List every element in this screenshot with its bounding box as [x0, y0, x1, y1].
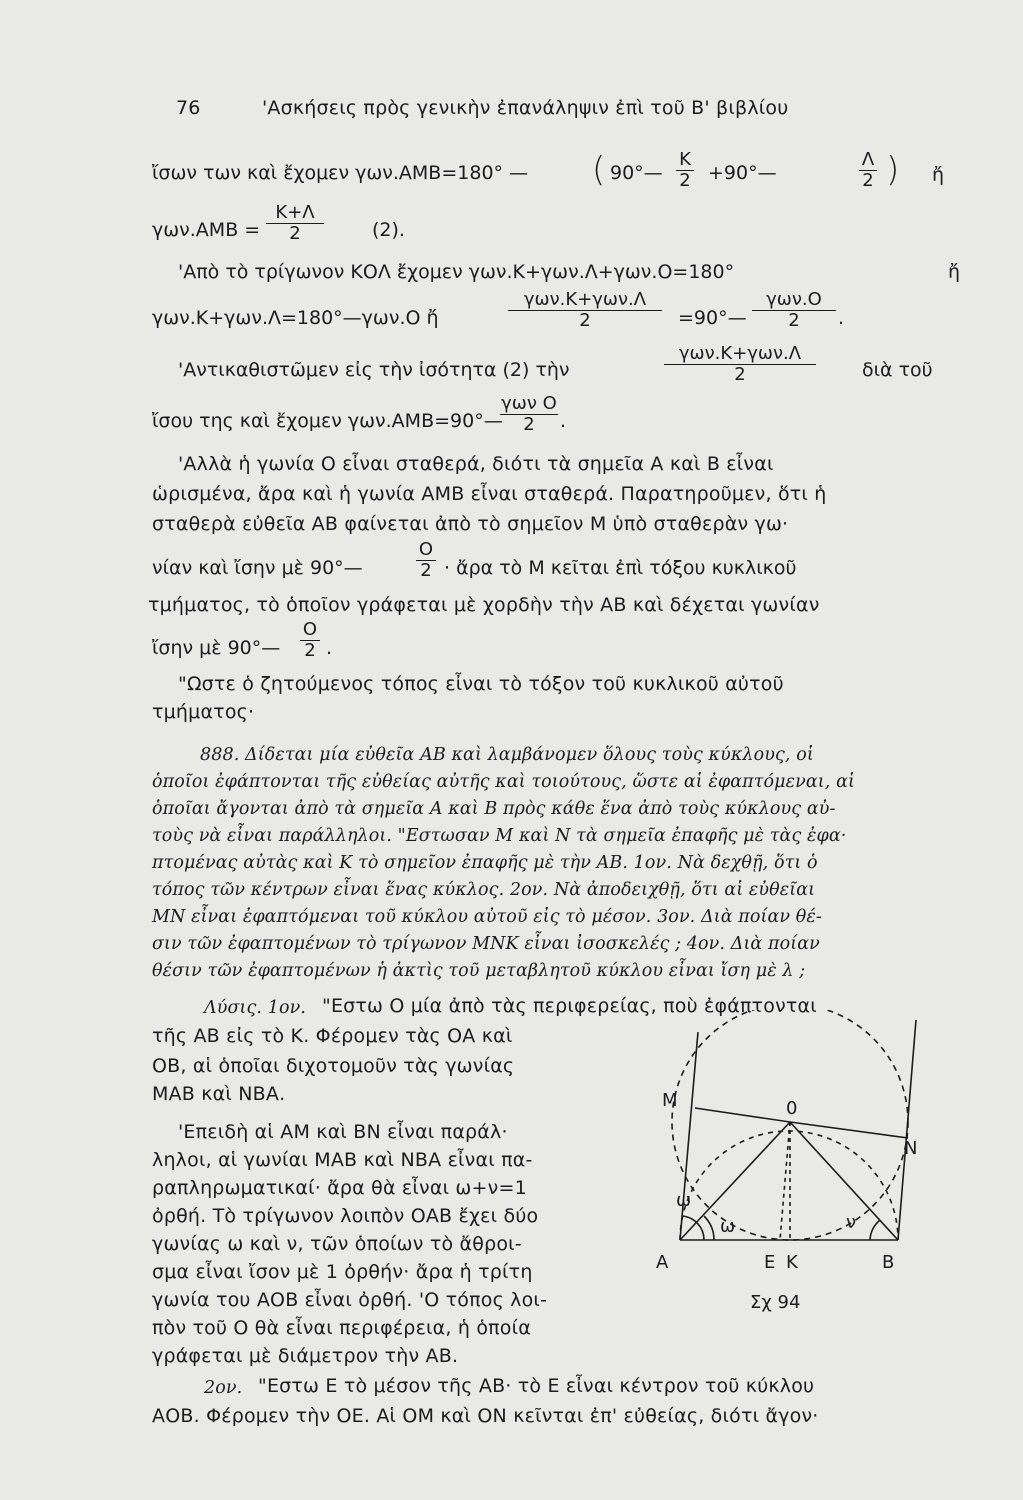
exercise-line-3: ὁποῖαι ἄγονται ἀπὸ τὰ σημεῖα Α καὶ Β πρὸς κάθε ἕνα ἀπὸ τοὺς κύκλους αὐ- — [152, 799, 836, 819]
formula-line-2: γων.ΑΜΒ = — [152, 219, 261, 241]
exercise-line-8: σιν τῶν ἐφαπτομένων τὸ τρίγωνον ΜΝΚ εἶναι ἰσοσκελές ; 4ον. Διὰ ποίαν — [152, 934, 820, 954]
label-omega-2: ω — [720, 1216, 736, 1237]
formula-period: . — [838, 307, 845, 329]
numerator: Κ+Λ — [275, 202, 315, 223]
numerator: Ο — [302, 619, 318, 640]
formula-line-4: γων.Κ+γων.Λ=180°—γων.Ο ἤ — [152, 307, 439, 329]
label-N: Ν — [904, 1138, 918, 1159]
solution-line-2: τῆς ΑΒ εἰς τὸ Κ. Φέρομεν τὰς ΟΑ καὶ — [152, 1025, 513, 1047]
body-line-4a: νίαν καὶ ἴσην μὲ 90°— — [152, 557, 363, 579]
body-line-2: ὡρισμένα, ἄρα καὶ ἡ γωνία ΑΜΒ εἶναι σταθερά. Παρατηροῦμεν, ὅτι ἡ — [152, 483, 827, 505]
body-line-3: σταθερὰ εὐθεῖα ΑΒ φαίνεται ἀπὸ τὸ σημεῖον Μ ὑπὸ σταθερὰν γω· — [152, 513, 789, 535]
solution-line-7: ραπληρωματικαί· ἄρα θὰ εἶναι ω+ν=1 — [152, 1177, 527, 1199]
semicircle-AB — [680, 1131, 898, 1240]
formula-90: 90°— — [610, 162, 663, 184]
segment-OE — [780, 1122, 790, 1240]
fraction-k-plus-l — [266, 203, 324, 244]
numerator: γων.Ο — [766, 289, 822, 310]
denominator: 2 — [752, 310, 836, 331]
fraction-o-half-2 — [296, 620, 324, 661]
formula-plus90: +90°— — [708, 162, 777, 184]
exercise-line-9: θέσιν τῶν ἐφαπτομένων ἡ ἀκτὶς τοῦ μεταβλητοῦ κύκλου εἶναι ἴση μὲ λ ; — [152, 961, 806, 981]
denominator: 2 — [416, 560, 436, 581]
angle-arc-B — [870, 1220, 880, 1240]
paren-close: ) — [886, 150, 900, 190]
figure-caption: Σχ 94 — [750, 1292, 801, 1313]
label-A: Α — [656, 1252, 669, 1273]
label-K: Κ — [786, 1252, 798, 1273]
body-line-5: τμήματος, τὸ ὁποῖον γράφεται μὲ χορδὴν τὴν ΑΒ καὶ δέχεται γωνίαν — [148, 594, 820, 616]
numerator: γων.Κ+γων.Λ — [678, 343, 802, 364]
formula-line-5: 'Αντικαθιστῶμεν εἰς τὴν ἰσότητα (2) τὴν — [178, 359, 570, 381]
exercise-line-7: ΜΝ εἶναι ἐφαπτόμεναι τοῦ κύκλου αὐτοῦ εἰς τὸ μέσον. 3ον. Διὰ ποίαν θέ- — [152, 907, 822, 927]
formula-line-1: ἴσων των καὶ ἔχομεν γων.ΑΜΒ=180° — — [152, 162, 529, 184]
segment-ON — [790, 1122, 908, 1138]
formula-period-2: . — [560, 410, 567, 432]
formula-line-5-end: διὰ τοῦ — [862, 359, 933, 381]
exercise-line-4: τοὺς νὰ εἶναι παράλληλοι. "Εστωσαν Μ καὶ Ν τὰ σημεῖα ἐπαφῆς μὲ τὰς ἐφα· — [152, 826, 847, 846]
solution-line-10: σμα εἶναι ἴσον μὲ 1 ὀρθήν· ἄρα ἡ τρίτη — [152, 1261, 533, 1283]
part-2-label: 2ον. — [204, 1378, 243, 1398]
label-O: 0 — [786, 1098, 798, 1119]
solution-line-14: "Εστω Ε τὸ μέσον τῆς ΑΒ· τὸ Ε εἶναι κέντρον τοῦ κύκλου — [258, 1375, 815, 1397]
label-omega-1: ω — [676, 1190, 692, 1211]
solution-line-5: 'Επειδὴ αἱ ΑΜ καὶ ΒΝ εἶναι παράλ· — [178, 1121, 508, 1143]
numerator: Ο — [418, 539, 434, 560]
body-line-4b: · ἄρα τὸ Μ κεῖται ἐπὶ τόξου κυκλικοῦ — [444, 557, 797, 579]
fraction-l-over-2 — [853, 150, 883, 191]
label-E: Ε — [764, 1252, 776, 1273]
solution-line-12: πὸν τοῦ Ο θὰ εἶναι περιφέρεια, ἡ ὁποία — [152, 1317, 531, 1339]
fraction-k-over-2 — [670, 150, 700, 191]
formula-line-3: 'Απὸ τὸ τρίγωνον ΚΟΛ ἔχομεν γων.Κ+γων.Λ+γων.Ο=180° — [178, 261, 735, 283]
geometry-figure — [640, 1010, 940, 1330]
numerator: Κ — [679, 149, 691, 170]
solution-line-11: γωνία του ΑΟΒ εἶναι ὀρθή. 'Ο τόπος λοι- — [152, 1289, 548, 1311]
solution-line-6: ληλοι, αἱ γωνίαι ΜΑΒ καὶ ΝΒΑ εἶναι πα- — [152, 1149, 533, 1171]
paren-open: ( — [592, 150, 606, 190]
formula-or-2: ἤ — [948, 261, 961, 283]
angle-arc-A1 — [683, 1216, 704, 1240]
exercise-line-5: πτομένας αὐτὰς καὶ Κ τὸ σημεῖον ἐπαφῆς μὲ τὴν ΑΒ. 1ον. Νὰ δεχθῇ, ὅτι ὁ — [152, 853, 818, 873]
formula-or: ἤ — [932, 164, 945, 186]
solution-line-8: ὀρθή. Τὸ τρίγωνον λοιπὸν ΟΑΒ ἔχει δύο — [152, 1205, 539, 1227]
denominator: 2 — [664, 364, 816, 385]
numerator: γων.Κ+γων.Λ — [523, 289, 647, 310]
label-M: Μ — [662, 1090, 678, 1111]
numerator: Λ — [861, 149, 875, 170]
denominator: 2 — [676, 170, 694, 191]
fraction-sum-angles-2 — [664, 344, 816, 385]
exercise-line-6: τόπος τῶν κέντρων εἶναι ἕνας κύκλος. 2ον. Νὰ ἀποδειχθῇ, ὅτι αἱ εὐθεῖαι — [152, 880, 816, 900]
formula-line-6: ἴσου της καὶ ἔχομεν γων.ΑΜΒ=90°— — [152, 410, 503, 432]
denominator: 2 — [300, 640, 320, 661]
segment-OB — [790, 1122, 898, 1240]
solution-line-13: γράφεται μὲ διάμετρον τὴν ΑΒ. — [152, 1345, 459, 1367]
solution-line-1: "Εστω Ο μία ἀπὸ τὰς περιφερείας, ποὺ ἐφάπτονται — [322, 995, 817, 1017]
denominator: 2 — [508, 310, 662, 331]
denominator: 2 — [500, 414, 558, 435]
fraction-o-half — [412, 540, 440, 581]
solution-line-3: ΟΒ, αἱ ὁποῖαι διχοτομοῦν τὰς γωνίας — [152, 1055, 515, 1077]
body-line-8: τμήματος· — [152, 701, 255, 723]
label-nu: ν — [846, 1212, 857, 1233]
solution-line-9: γωνίας ω καὶ ν, τῶν ὁποίων τὸ ἄθροι- — [152, 1233, 522, 1255]
fraction-sum-angles — [508, 290, 662, 331]
segment-OM — [695, 1108, 790, 1122]
solution-line-15: ΑΟΒ. Φέρομεν τὴν ΟΕ. Αἱ ΟΜ καὶ ΟΝ κεῖνται ἐπ' εὐθείας, διότι ἄγον· — [152, 1405, 819, 1427]
solution-line-4: ΜΑΒ καὶ ΝΒΑ. — [152, 1083, 286, 1105]
numerator: γων Ο — [501, 393, 557, 414]
fraction-o-over-2 — [752, 290, 836, 331]
body-line-1: 'Αλλὰ ἡ γωνία Ο εἶναι σταθερά, διότι τὰ σημεῖα Α καὶ Β εἶναι — [178, 453, 774, 475]
equation-ref: (2). — [372, 219, 405, 241]
angle-arc-A2 — [704, 1216, 714, 1240]
denominator: 2 — [859, 170, 877, 191]
running-title: 'Ασκήσεις πρὸς γενικὴν ἐπανάληψιν ἐπὶ τοῦ Β' βιβλίου — [262, 97, 789, 119]
formula-eq-90: =90°— — [678, 307, 747, 329]
body-line-7: "Ωστε ὁ ζητούμενος τόπος εἶναι τὸ τόξον τοῦ κυκλικοῦ αὐτοῦ — [178, 673, 784, 695]
exercise-line-1: 888. Δίδεται μία εὐθεῖα ΑΒ καὶ λαμβάνομεν ὅλους τοὺς κύκλους, οἱ — [200, 745, 814, 765]
tangent-B — [898, 1020, 916, 1240]
page-number: 76 — [176, 97, 201, 119]
label-B: Β — [882, 1252, 895, 1273]
body-line-6a: ἴσην μὲ 90°— — [152, 637, 281, 659]
fraction-angle-o — [500, 394, 558, 435]
solution-label: Λύσις. 1ον. — [204, 998, 306, 1018]
body-period: . — [326, 637, 333, 659]
exercise-line-2: ὁποῖοι ἐφάπτονται τῆς εὐθείας αὐτῆς καὶ τοιούτους, ὥστε αἱ ἐφαπτόμεναι, αἱ — [152, 772, 855, 792]
denominator: 2 — [266, 223, 324, 244]
